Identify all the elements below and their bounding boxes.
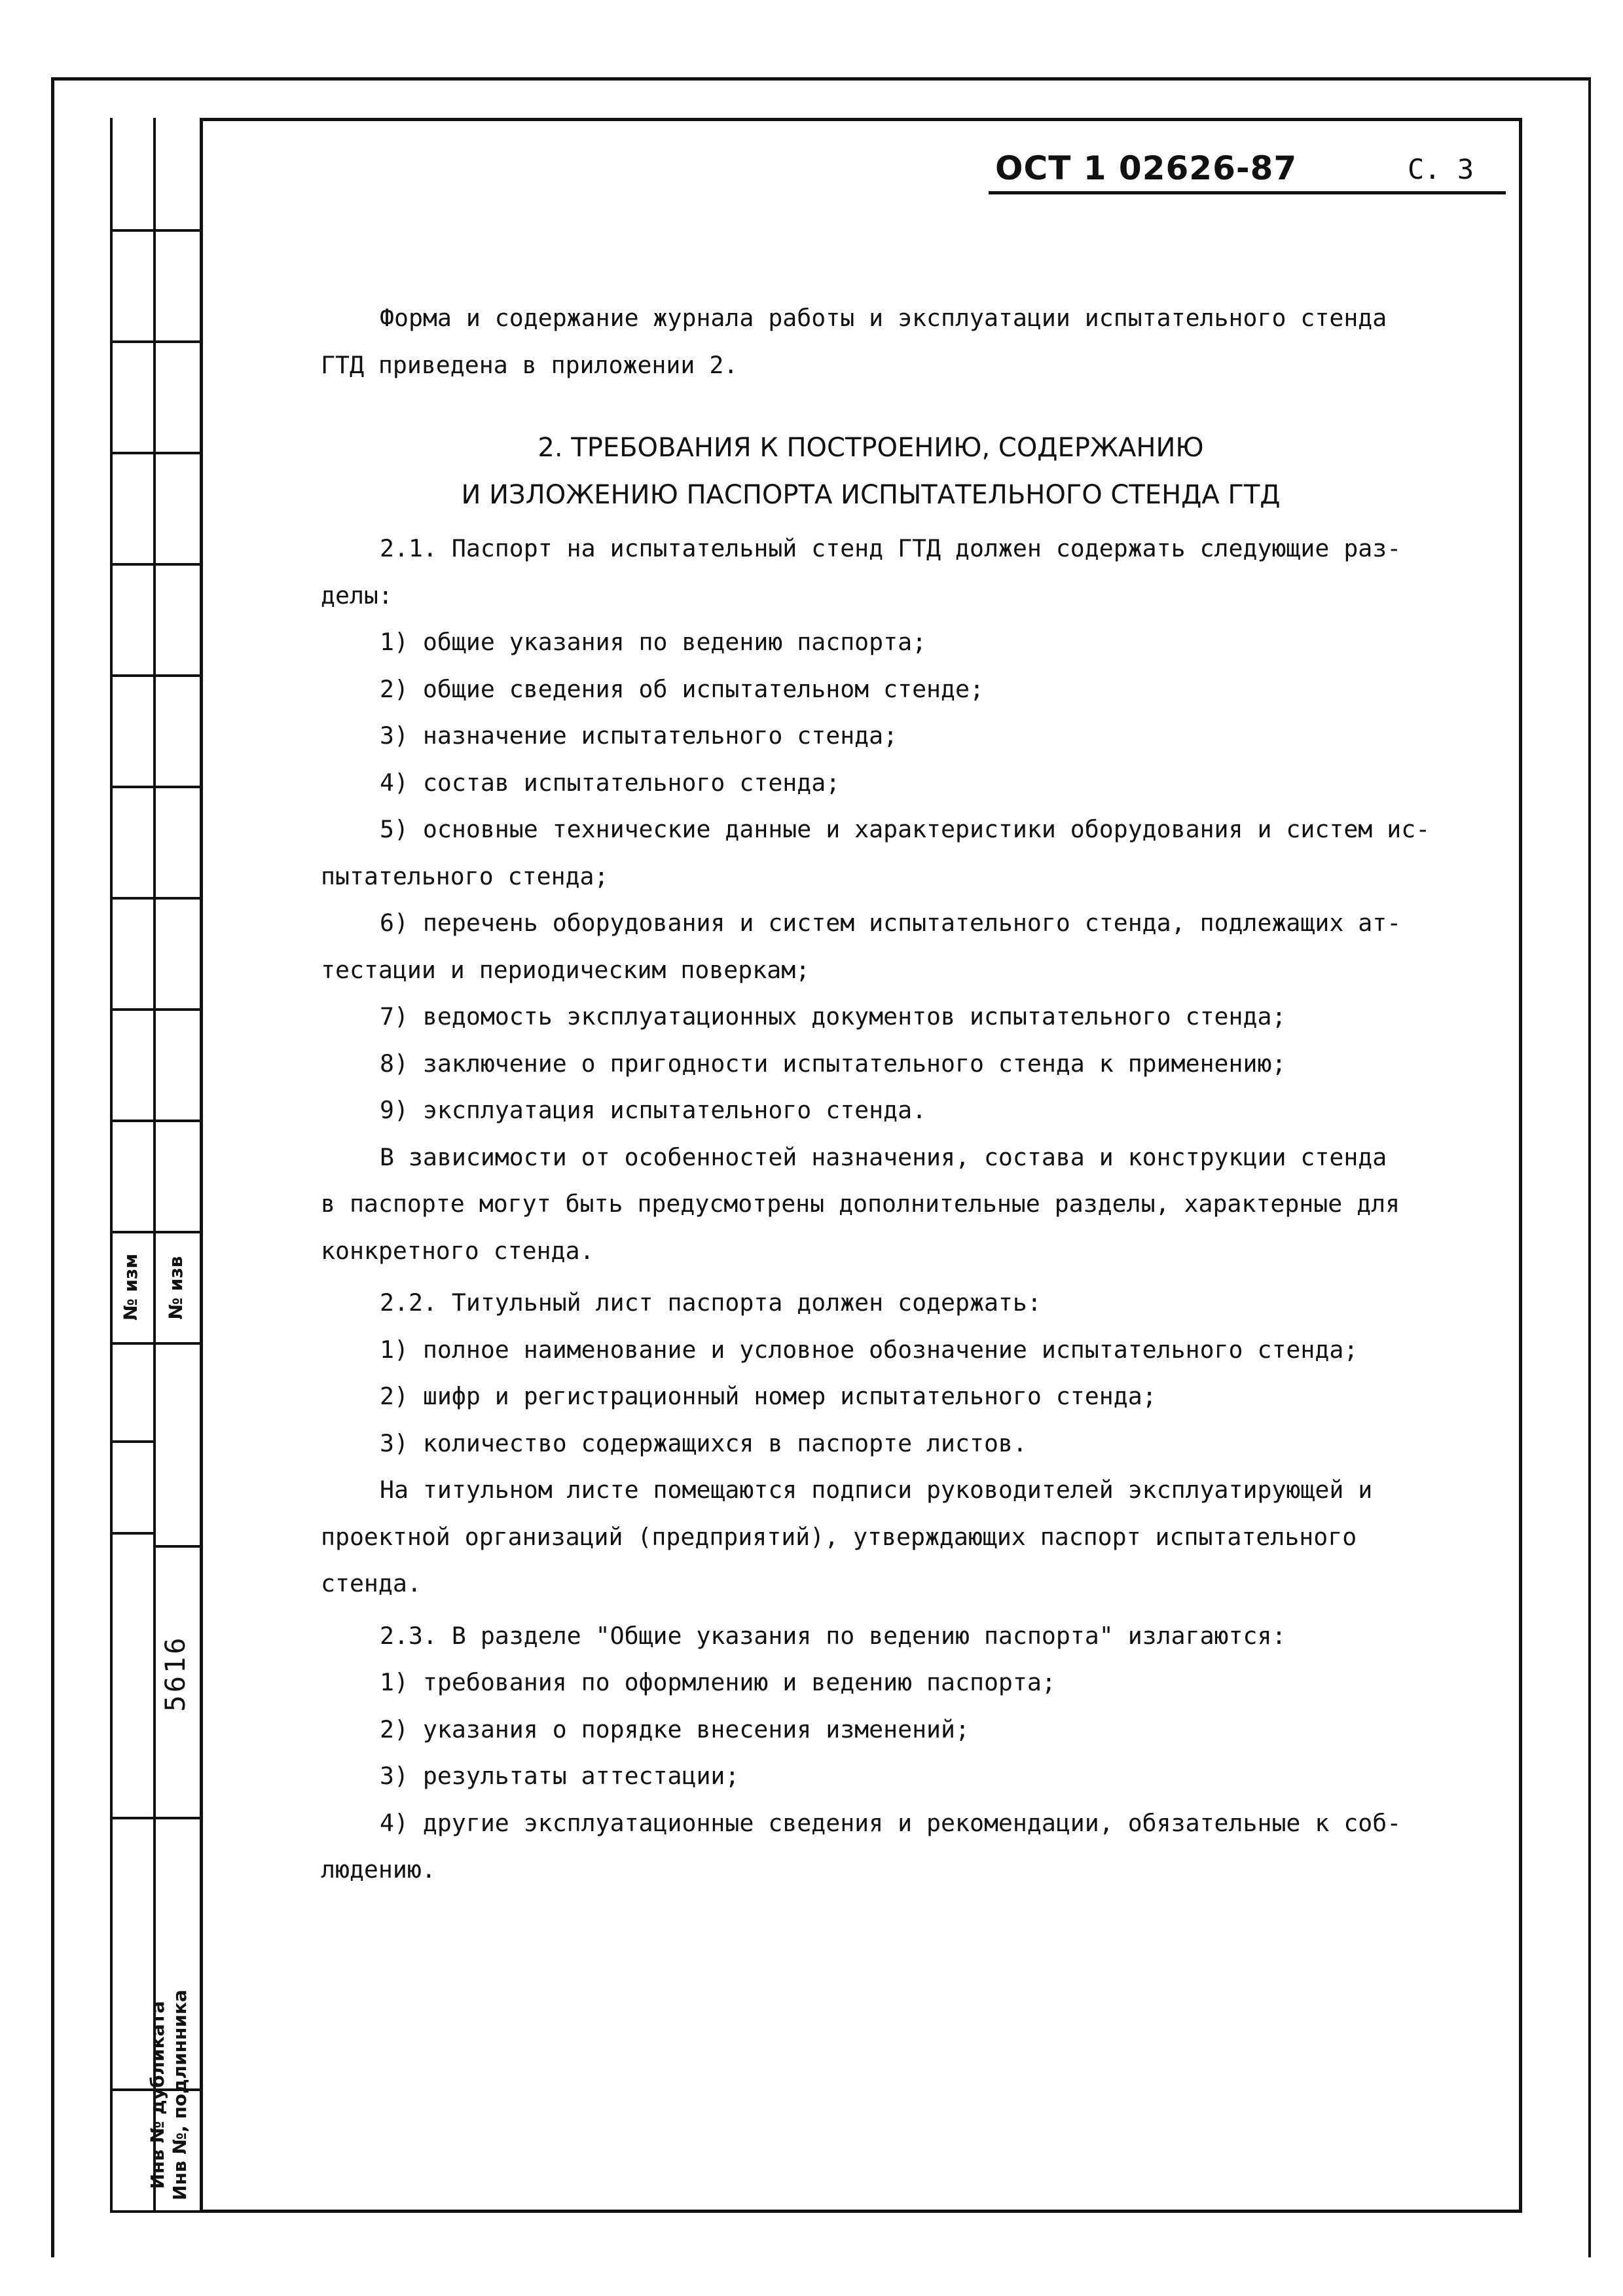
note-2-2: стенда. (321, 1569, 422, 1597)
paragraph-2-1: делы: (321, 581, 393, 610)
note-2-1: В зависимости от особенностей назначения, состава и конструкции стенда (380, 1142, 1387, 1171)
intro-line: Форма и содержание журнала работы и эксплуатации испытательного стенда (380, 304, 1387, 332)
list-item: пытательного стенда; (321, 862, 609, 890)
list-item: 8) заключение о пригодности испытательного стенда к применению; (380, 1049, 1286, 1078)
list-item: 3) количество содержащихся в паспорте листов. (380, 1429, 1027, 1457)
stamp-inv-dublikata: Инв № дубликата (147, 2001, 168, 2189)
stamp-no-izm: № изм (120, 1253, 141, 1321)
paragraph-2-1: 2.1. Паспорт на испытательный стенд ГТД должен содержать следующие раз- (380, 534, 1402, 562)
note-2-1: конкретного стенда. (321, 1236, 594, 1265)
paragraph-2-3: 2.3. В разделе "Общие указания по ведению паспорта" излагаются: (380, 1621, 1286, 1650)
stamp-inv-podlinnika: Инв №, подлинника (169, 1990, 191, 2200)
list-item: 2) общие сведения об испытательном стенде; (380, 674, 984, 703)
list-item: 4) состав испытательного стенда; (380, 768, 841, 797)
list-item: 2) шифр и регистрационный номер испытательного стенда; (380, 1382, 1157, 1410)
side-stamp-column (110, 118, 200, 2213)
list-item: 5) основные технические данные и характеристики оборудования и систем ис- (380, 815, 1431, 843)
page-number: С. 3 (1408, 153, 1474, 185)
list-item: 9) эксплуатация испытательного стенда. (380, 1096, 927, 1124)
stamp-number: 5616 (159, 1635, 191, 1712)
list-item: 2) указания о порядке внесения изменений; (380, 1715, 970, 1743)
list-item: 4) другие эксплуатационные сведения и рекомендации, обязательные к соб- (380, 1808, 1402, 1837)
list-item: 1) общие указания по ведению паспорта; (380, 628, 927, 656)
list-item: 7) ведомость эксплуатационных документов испытательного стенда; (380, 1002, 1286, 1030)
intro-line: ГТД приведена в приложении 2. (321, 350, 739, 379)
note-2-2: проектной организаций (предприятий), утверждающих паспорт испытательного (321, 1522, 1357, 1551)
section-title: 2. ТРЕБОВАНИЯ К ПОСТРОЕНИЮ, СОДЕРЖАНИЮ (538, 433, 1204, 463)
note-2-2: На титульном листе помещаются подписи руководителей эксплуатирующей и (380, 1476, 1373, 1504)
stamp-no-izv: № изв (165, 1256, 187, 1320)
paragraph-2-2: 2.2. Титульный лист паспорта должен содержать: (380, 1288, 1042, 1317)
list-item: тестации и периодическим поверкам; (321, 955, 811, 984)
document-code: ОСТ 1 02626-87 (995, 149, 1298, 187)
list-item: 1) полное наименование и условное обозначение испытательного стенда; (380, 1335, 1359, 1364)
list-item: 3) результаты аттестации; (380, 1762, 740, 1790)
header-underline (989, 191, 1506, 194)
document-body (321, 295, 1447, 1893)
list-item: людению. (321, 1855, 436, 1884)
list-item: 1) требования по оформлению и ведению паспорта; (380, 1668, 1056, 1696)
section-title: И ИЗЛОЖЕНИЮ ПАСПОРТА ИСПЫТАТЕЛЬНОГО СТЕНДА ГТД (461, 480, 1281, 510)
margin-mark (52, 979, 54, 998)
list-item: 6) перечень оборудования и систем испытательного стенда, подлежащих ат- (380, 909, 1402, 937)
list-item: 3) назначение испытательного стенда; (380, 721, 898, 750)
note-2-1: в паспорте могут быть предусмотрены дополнительные разделы, характерные для (321, 1190, 1400, 1218)
